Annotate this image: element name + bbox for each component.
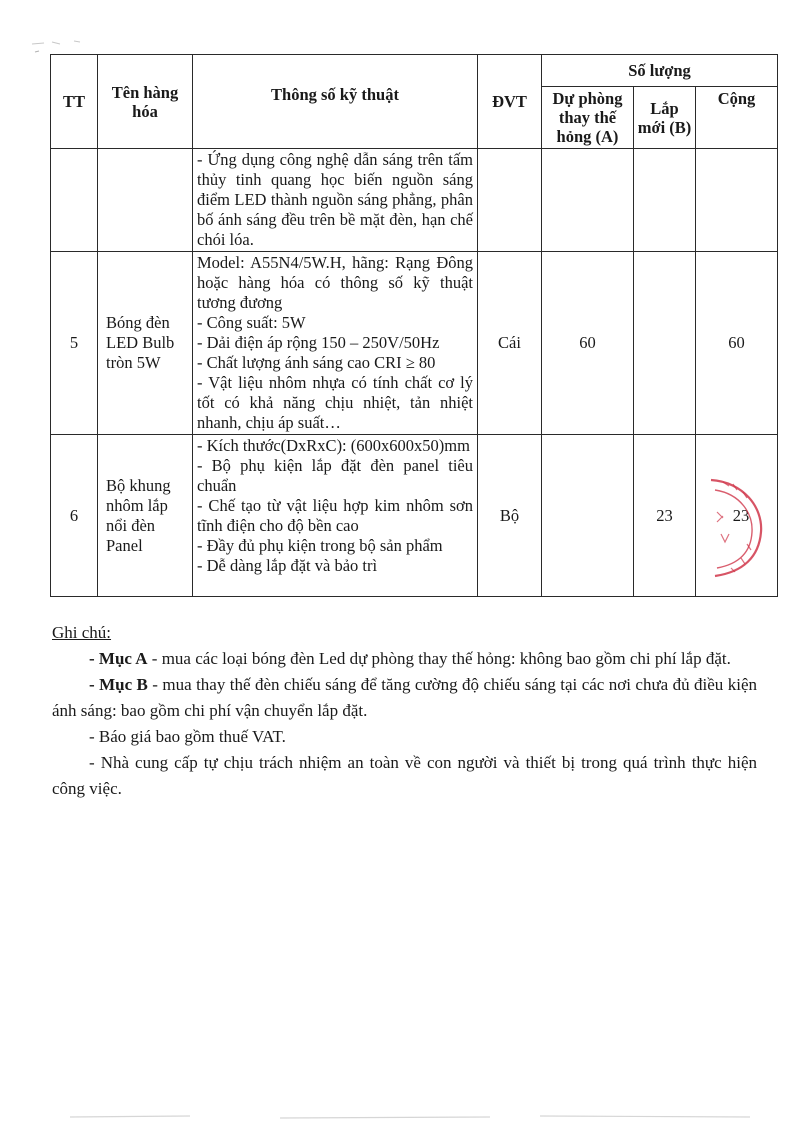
notes-heading: Ghi chú: xyxy=(52,623,112,642)
note-item-a xyxy=(52,646,757,672)
spec-cell xyxy=(193,435,478,597)
row-unit: Bộ xyxy=(478,435,542,597)
note-item-b-text: - mua thay thế đèn chiếu sáng để tăng cường độ chiếu sáng tại các nơi chưa đủ điều kiện ánh sáng: bao gồm chi phí vận chuyển lắp đặt. xyxy=(52,675,757,720)
spec-line: - Ứng dụng công nghệ dẫn sáng trên tấm thủy tinh quang học biến nguồn sáng điểm LED thành nguồn sáng phẳng, phân bố ánh sáng đều trên bề mặt đèn, hạn chế chói lóa. xyxy=(197,150,473,249)
row-name: Bộ khung nhôm lắp nổi đèn Panel xyxy=(98,435,193,597)
note-item-a-text: - mua các loại bóng đèn Led dự phòng thay thế hỏng: không bao gồm chi phí lắp đặt. xyxy=(147,649,731,668)
specification-table xyxy=(50,54,778,597)
row-name: Bóng đèn LED Bulb tròn 5W xyxy=(98,252,193,435)
notes-section xyxy=(52,620,757,802)
spec-line: - Bộ phụ kiện lắp đặt đèn panel tiêu chuẩn xyxy=(197,456,473,495)
spec-line: - Dải điện áp rộng 150 – 250V/50Hz xyxy=(197,333,440,352)
header-spec: Thông số kỹ thuật xyxy=(193,55,478,149)
red-seal-stamp xyxy=(703,472,765,582)
row-total: 23 xyxy=(696,435,778,597)
spec-cell xyxy=(193,252,478,435)
spec-line: - Đầy đủ phụ kiện trong bộ sản phẩm xyxy=(197,536,443,555)
table-row xyxy=(51,435,778,597)
table-row xyxy=(51,252,778,435)
row-new-install: 23 xyxy=(634,435,696,597)
header-tt: TT xyxy=(51,55,98,149)
row-spare: 60 xyxy=(542,252,634,435)
note-item-b xyxy=(52,672,757,724)
header-quantity-group: Số lượng xyxy=(542,55,778,87)
note-vat: - Báo giá bao gồm thuế VAT. xyxy=(89,727,286,746)
row-spare xyxy=(542,435,634,597)
spec-line: - Chất lượng ánh sáng cao CRI ≥ 80 xyxy=(197,353,436,372)
note-safety: - Nhà cung cấp tự chịu trách nhiệm an toàn về con người và thiết bị trong quá trình thực hiện công việc. xyxy=(52,753,757,798)
spec-line: - Kích thước(DxRxC): (600x600x50)mm xyxy=(197,436,470,455)
row-tt: 6 xyxy=(51,435,98,597)
spec-line: - Dễ dàng lắp đặt và bảo trì xyxy=(197,556,378,575)
spec-line: - Công suất: 5W xyxy=(197,313,306,332)
row-total: 60 xyxy=(696,252,778,435)
note-item-b-label: - Mục B xyxy=(89,675,148,694)
spec-line: Model: A55N4/5W.H, hãng: Rạng Đông hoặc hàng hóa có thông số kỹ thuật tương đương xyxy=(197,253,473,312)
header-unit: ĐVT xyxy=(478,55,542,149)
note-item-a-label: - Mục A xyxy=(89,649,148,668)
header-spare: Dự phòng thay thế hỏng (A) xyxy=(542,87,634,149)
header-new-install: Lắp mới (B) xyxy=(634,87,696,149)
spec-cell-continuation xyxy=(193,149,478,252)
spec-line: - Chế tạo từ vật liệu hợp kim nhôm sơn tĩnh điện cho độ bền cao xyxy=(197,496,473,535)
spec-line: - Vật liệu nhôm nhựa có tính chất cơ lý tốt có khả năng chịu nhiệt, tản nhiệt nhanh, chịu áp suất… xyxy=(197,373,473,432)
scan-artifact-bottom xyxy=(70,1112,750,1122)
row-new-install xyxy=(634,252,696,435)
row-unit: Cái xyxy=(478,252,542,435)
header-total: Cộng xyxy=(696,87,778,149)
header-name: Tên hàng hóa xyxy=(98,55,193,149)
table-row-continuation xyxy=(51,149,778,252)
row-tt: 5 xyxy=(51,252,98,435)
